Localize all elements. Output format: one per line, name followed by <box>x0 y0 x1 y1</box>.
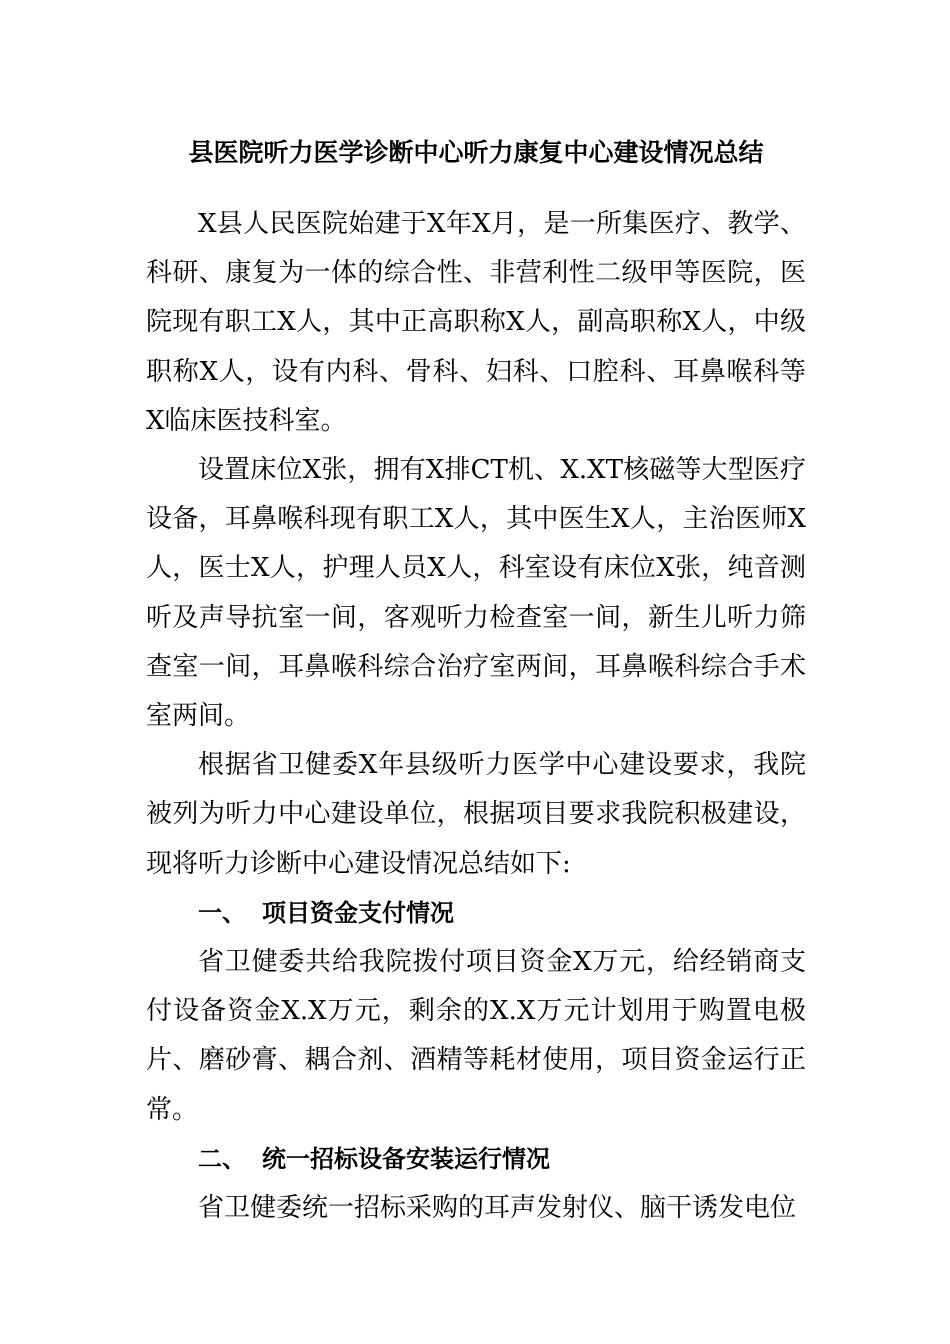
section-number: 一、 <box>198 898 246 927</box>
section-heading-funding <box>146 889 806 938</box>
document-title: 县医院听力医学诊断中心听力康复中心建设情况总结 <box>188 138 764 167</box>
paragraph-project-background: 根据省卫健委X年县级听力医学中心建设要求，我院被列为听力中心建设单位，根据项目要求我院积极建设，现将听力诊断中心建设情况总结如下: <box>146 750 806 879</box>
paragraph-facilities: 设置床位X张，拥有X排CT机、X.XT核磁等大型医疗设备，耳鼻喉科现有职工X人，其中医生X人，主治医师X人，医士X人，护理人员X人，科室设有床位X张，纯音测听及声导抗室一间，客观听力检查室一间，新生儿听力筛查室一间，耳鼻喉科综合治疗室两间，耳鼻喉科综合手术室两间。 <box>146 455 806 732</box>
section-heading-text: 统一招标设备安装运行情况 <box>262 1144 550 1173</box>
paragraph-funding: 省卫健委共给我院拨付项目资金X万元，给经销商支付设备资金X.X万元，剩余的X.X万元计划用于购置电极片、磨砂膏、耦合剂、酒精等耗材使用，项目资金运行正常。 <box>146 947 806 1125</box>
section-number: 二、 <box>198 1144 246 1173</box>
section-heading-text: 项目资金支付情况 <box>262 898 454 927</box>
paragraph-hospital-intro: X县人民医院始建于X年X月，是一所集医疗、教学、科研、康复为一体的综合性、非营利性二级甲等医院，医院现有职工X人，其中正高职称X人，副高职称X人，中级职称X人，设有内科、骨科、妇科、口腔科、耳鼻喉科等X临床医技科室。 <box>146 209 806 436</box>
paragraph-equipment: 省卫健委统一招标采购的耳声发射仪、脑干诱发电位 <box>198 1193 797 1224</box>
document-body <box>146 200 806 1233</box>
section-heading-equipment <box>146 1135 806 1184</box>
